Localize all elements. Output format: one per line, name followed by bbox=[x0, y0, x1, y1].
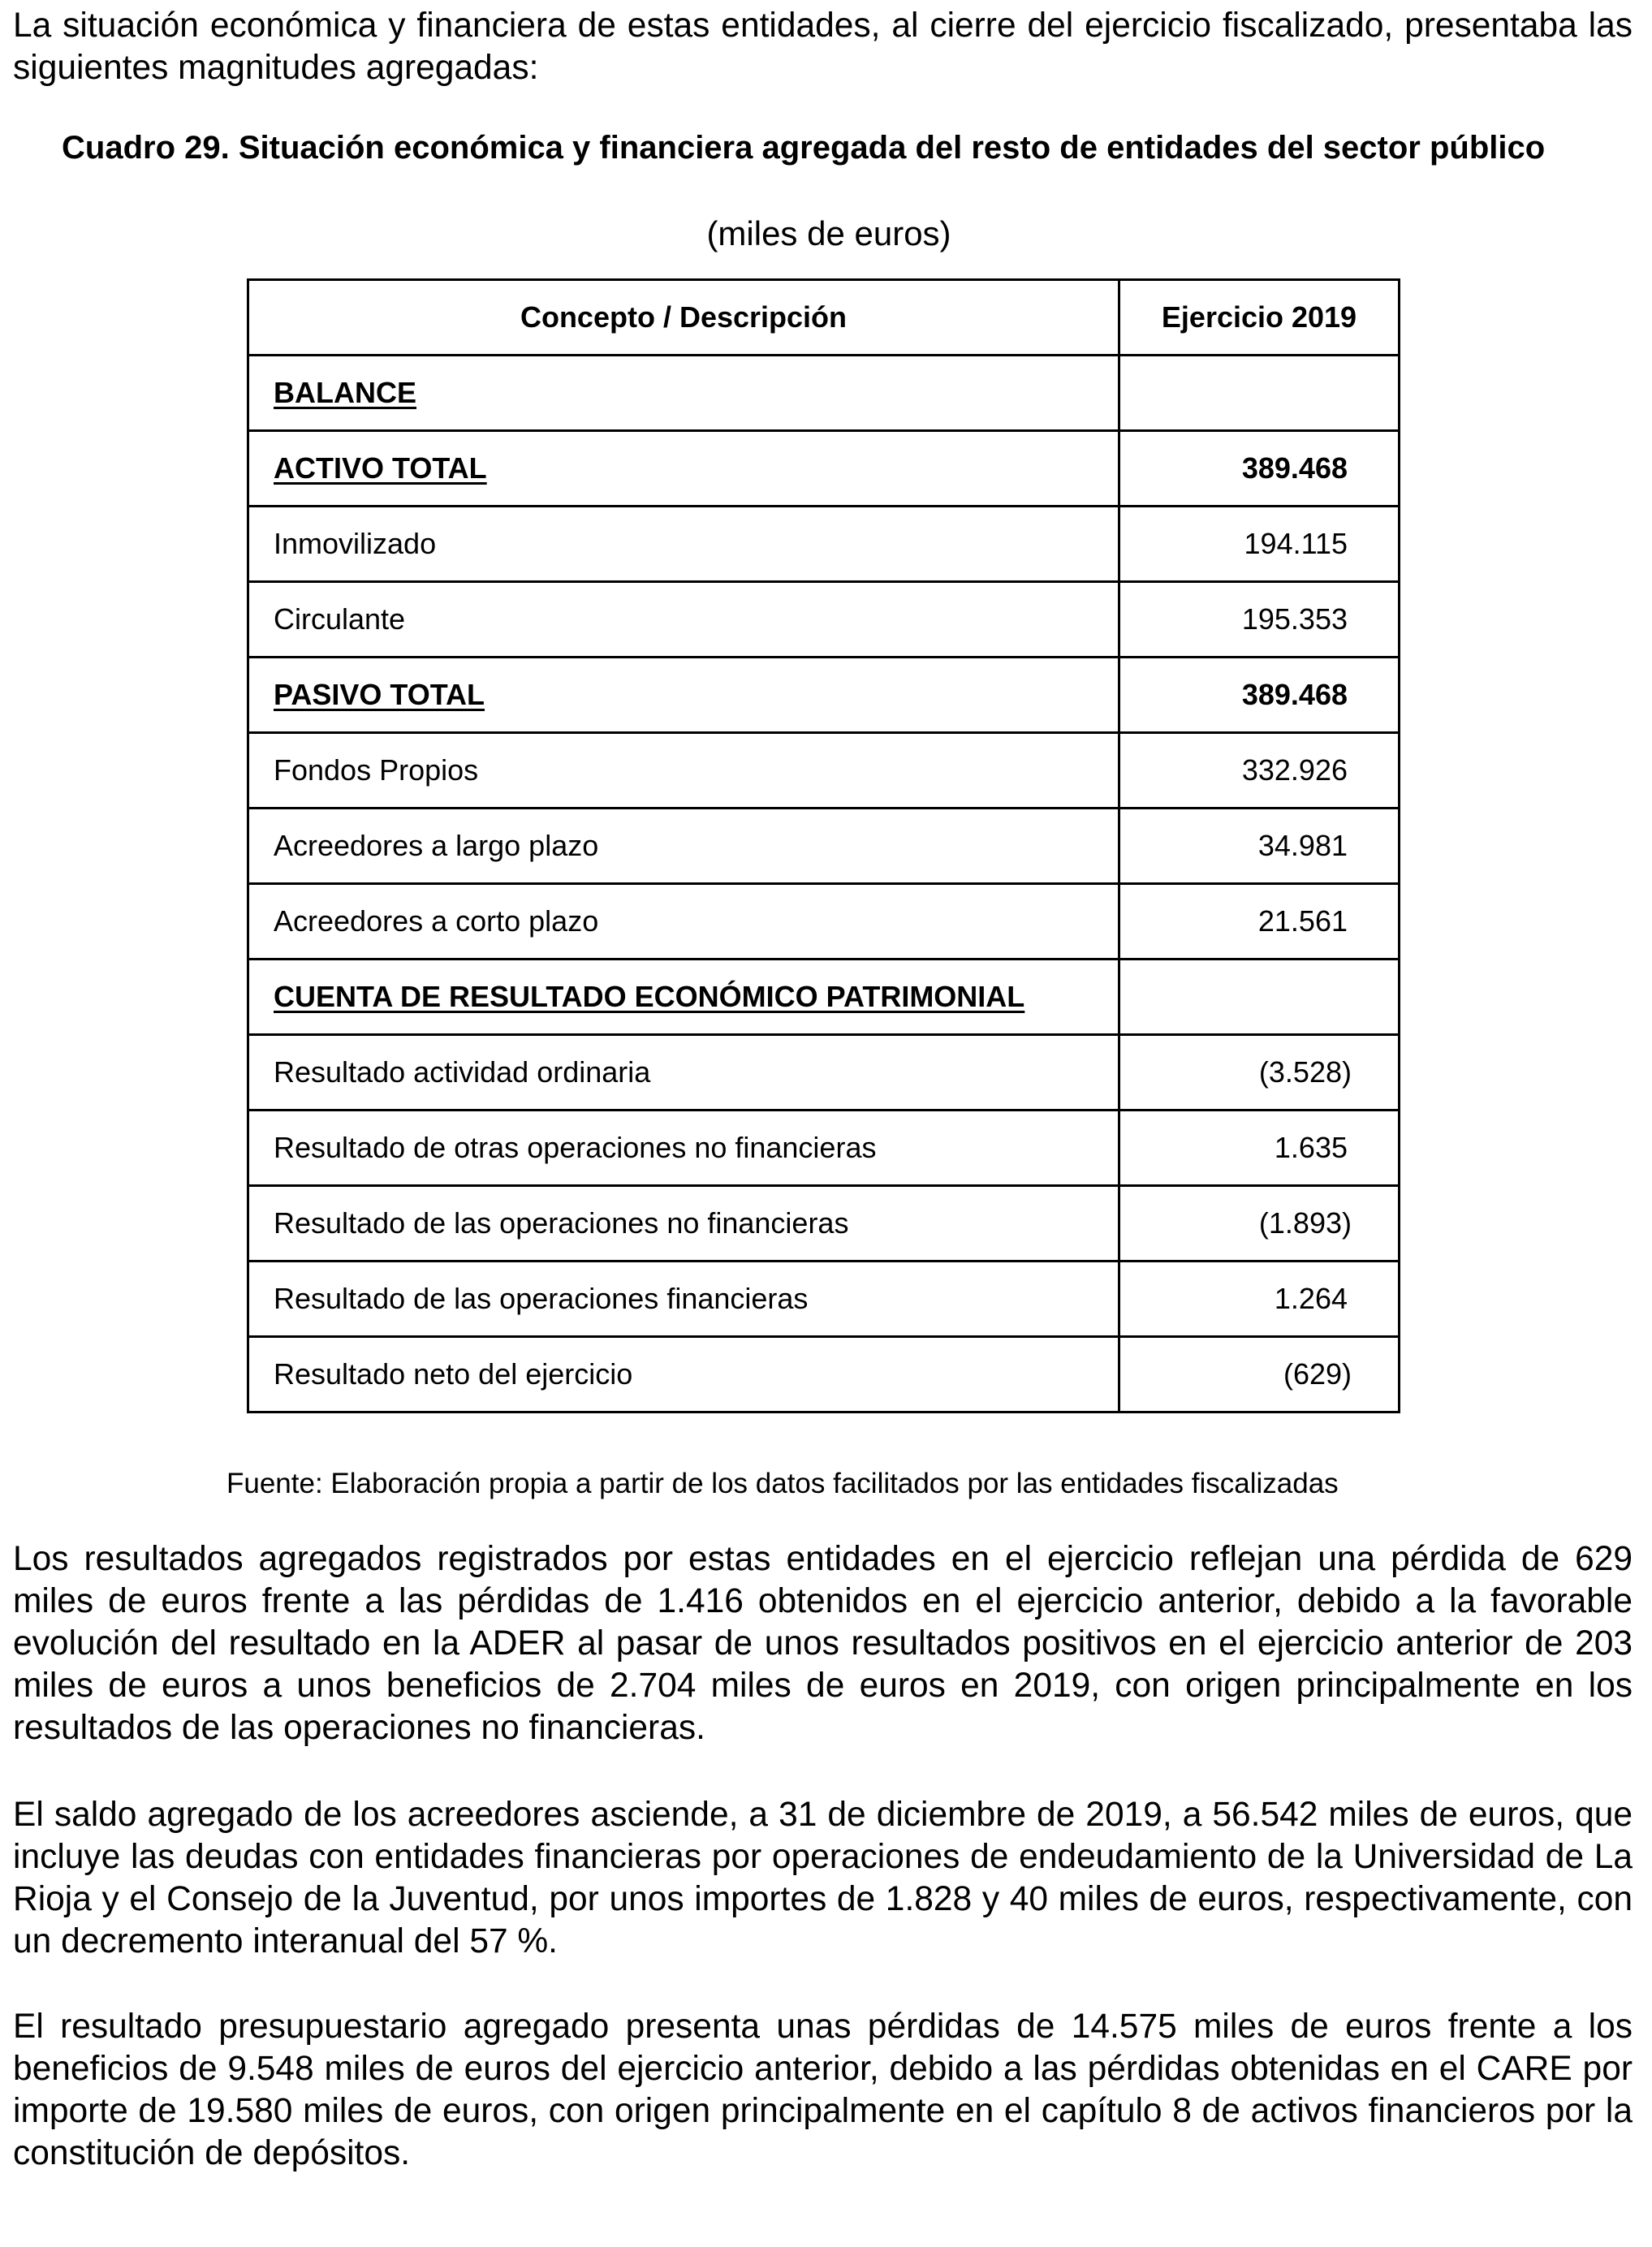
row-label: ACTIVO TOTAL bbox=[248, 431, 1119, 507]
row-label: Acreedores a corto plazo bbox=[248, 884, 1119, 960]
row-value: 389.468 bbox=[1119, 658, 1400, 733]
row-label: Fondos Propios bbox=[248, 733, 1119, 809]
table-row bbox=[248, 960, 1400, 1035]
row-label: Inmovilizado bbox=[248, 507, 1119, 582]
table-units: (miles de euros) bbox=[706, 214, 951, 252]
table-row bbox=[248, 1262, 1400, 1337]
table-row bbox=[248, 733, 1400, 809]
header-year: Ejercicio 2019 bbox=[1119, 280, 1400, 356]
table-row bbox=[248, 507, 1400, 582]
table-source-note: Fuente: Elaboración propia a partir de los datos facilitados por las entidades fiscalizadas bbox=[226, 1468, 1339, 1499]
row-value: 34.981 bbox=[1119, 809, 1400, 884]
row-label: CUENTA DE RESULTADO ECONÓMICO PATRIMONIAL bbox=[248, 960, 1119, 1035]
row-label: Resultado de las operaciones financieras bbox=[248, 1262, 1119, 1337]
row-value bbox=[1119, 356, 1400, 431]
row-value: (3.528) bbox=[1119, 1035, 1400, 1111]
body-paragraph: El resultado presupuestario agregado presenta unas pérdidas de 14.575 miles de euros frente a los beneficios de 9.548 miles de euros del ejercicio anterior, debido a las pérdidas obtenidas en el CARE por importe de 19.580 miles de euros, con origen principalmente en el capítulo 8 de activos financieros por la constitución de depósitos. bbox=[13, 2008, 1633, 2172]
row-label: BALANCE bbox=[248, 356, 1119, 431]
row-label: Resultado neto del ejercicio bbox=[248, 1337, 1119, 1412]
row-value: 332.926 bbox=[1119, 733, 1400, 809]
table-row bbox=[248, 884, 1400, 960]
table-title: Cuadro 29. Situación económica y financiera agregada del resto de entidades del sector público bbox=[62, 130, 1546, 166]
row-value: 1.264 bbox=[1119, 1262, 1400, 1337]
intro-paragraph: La situación económica y financiera de estas entidades, al cierre del ejercicio fiscalizado, presentaba las siguientes magnitudes agregadas: bbox=[13, 6, 1633, 87]
table-row bbox=[248, 1035, 1400, 1111]
row-label: PASIVO TOTAL bbox=[248, 658, 1119, 733]
row-label: Resultado de las operaciones no financieras bbox=[248, 1186, 1119, 1262]
body-paragraph: Los resultados agregados registrados por estas entidades en el ejercicio reflejan una pérdida de 629 miles de euros frente a las pérdidas de 1.416 obtenidos en el ejercicio anterior, debido a la favorable evolución del resultado en la ADER al pasar de unos resultados positivos en el ejercicio anterior de 203 miles de euros a unos beneficios de 2.704 miles de euros en 2019, con origen principalmente en los resultados de las operaciones no financieras. bbox=[13, 1540, 1633, 1747]
table-header-row bbox=[248, 280, 1400, 356]
row-value bbox=[1119, 960, 1400, 1035]
row-label: Resultado de otras operaciones no financieras bbox=[248, 1111, 1119, 1186]
row-label: Resultado actividad ordinaria bbox=[248, 1035, 1119, 1111]
row-label: Circulante bbox=[248, 582, 1119, 658]
row-value: 194.115 bbox=[1119, 507, 1400, 582]
table-row bbox=[248, 809, 1400, 884]
table-row bbox=[248, 1186, 1400, 1262]
row-value: 21.561 bbox=[1119, 884, 1400, 960]
row-value: (1.893) bbox=[1119, 1186, 1400, 1262]
table-row bbox=[248, 356, 1400, 431]
row-value: (629) bbox=[1119, 1337, 1400, 1412]
table-row bbox=[248, 1111, 1400, 1186]
row-value: 195.353 bbox=[1119, 582, 1400, 658]
row-value: 1.635 bbox=[1119, 1111, 1400, 1186]
row-value: 389.468 bbox=[1119, 431, 1400, 507]
financial-table bbox=[247, 278, 1400, 1413]
table-row bbox=[248, 658, 1400, 733]
table-row bbox=[248, 582, 1400, 658]
row-label: Acreedores a largo plazo bbox=[248, 809, 1119, 884]
table-row bbox=[248, 431, 1400, 507]
header-concept: Concepto / Descripción bbox=[248, 280, 1119, 356]
table-row bbox=[248, 1337, 1400, 1412]
body-paragraph: El saldo agregado de los acreedores asciende, a 31 de diciembre de 2019, a 56.542 miles de euros, que incluye las deudas con entidades financieras por operaciones de endeudamiento de la Universidad de La Rioja y el Consejo de la Juventud, por unos importes de 1.828 y 40 miles de euros, respectivamente, con un decremento interanual del 57 %. bbox=[13, 1796, 1633, 1960]
